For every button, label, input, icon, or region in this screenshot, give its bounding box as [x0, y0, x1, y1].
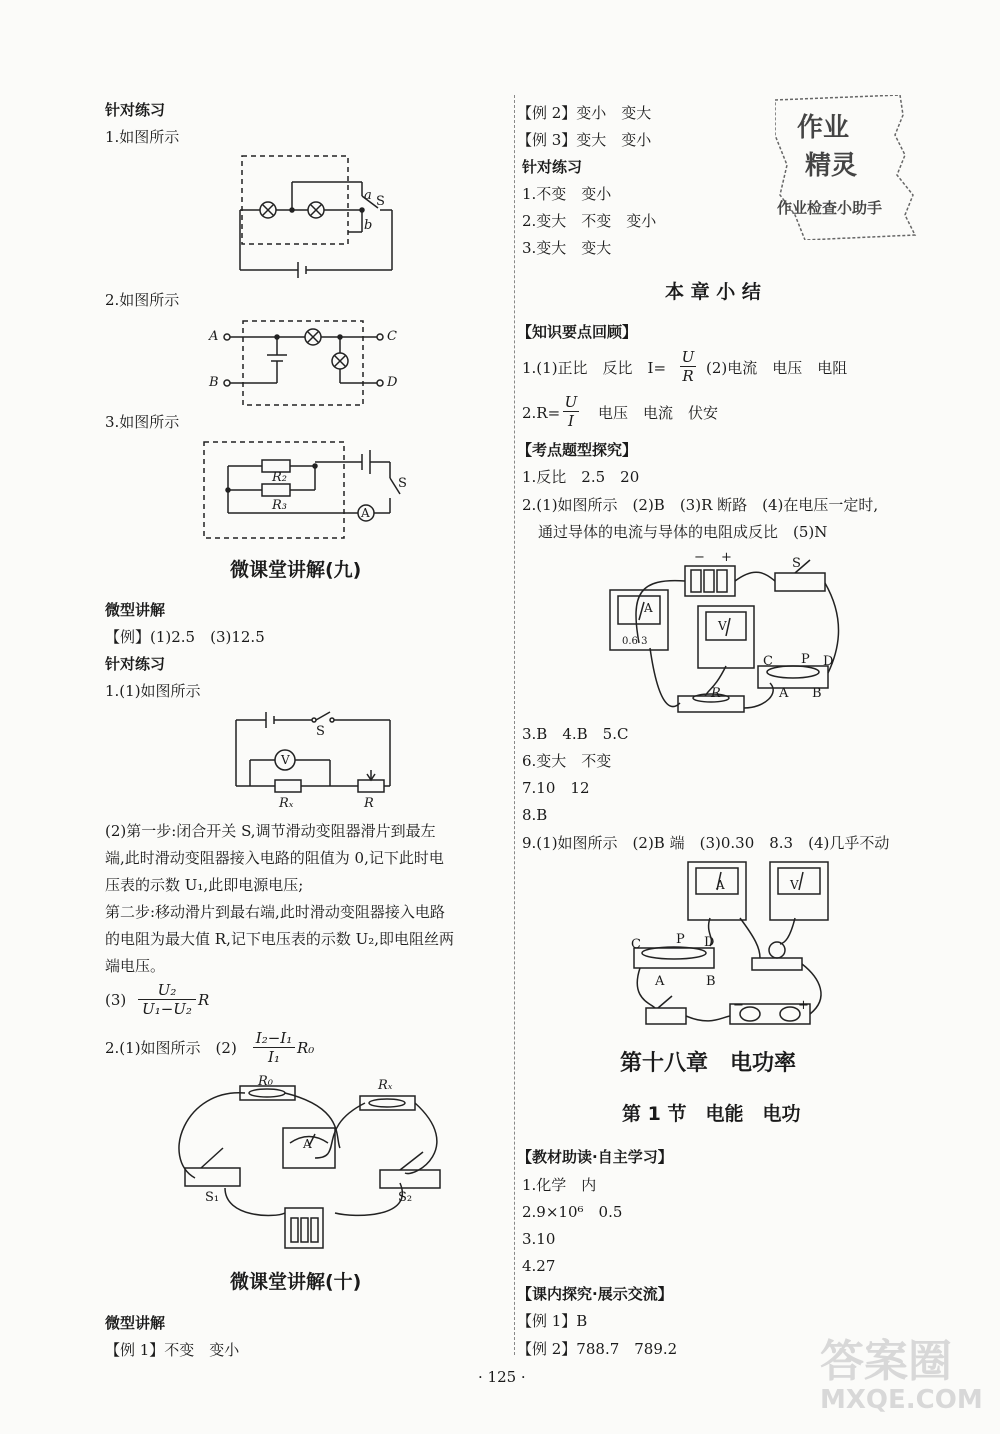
formula-3-denominator: U₁−U₂ [142, 1000, 192, 1018]
terminal-a-label: A [209, 329, 219, 344]
terminal-a-photo-label: A [779, 686, 789, 701]
explore-3-5: 3.B 4.B 5.C [522, 725, 629, 743]
ohm-law-numerator: U [681, 348, 695, 366]
circuit-diagram-3 [200, 438, 410, 543]
ammeter-a-label: A [303, 1137, 312, 1151]
practice-2-fraction [253, 1029, 295, 1066]
formula-3-prefix: (3) [105, 991, 127, 1009]
practice-2-suffix: R₀ [297, 1039, 315, 1057]
explore-8: 8.B [522, 806, 548, 824]
guide-1: 1.化学 内 [522, 1176, 597, 1194]
guide-heading: 【教材助读·自主学习】 [517, 1148, 673, 1166]
practice-right-3: 3.变大 变大 [522, 239, 612, 257]
terminal-b-photo-label: B [812, 686, 822, 701]
formula-3-fraction [138, 981, 196, 1018]
apparatus-illustration-rx [165, 1068, 455, 1258]
ammeter-scale-label: 0.6 3 [622, 636, 648, 647]
circuit-diagram-4 [230, 708, 400, 808]
step1-line3: 压表的示数 U₁,此即电源电压; [105, 876, 304, 894]
review-2-prefix: 2.R= [522, 404, 561, 422]
terminal-d-photo3-label: D [704, 935, 715, 950]
example-10-1: 【例 1】不变 变小 [105, 1341, 240, 1359]
terminal-c-photo-label: C [763, 654, 773, 669]
class-example-1: 【例 1】B [517, 1312, 588, 1330]
formula-3-suffix: R [198, 991, 210, 1009]
in-class-heading: 【课内探究·展示交流】 [517, 1285, 673, 1303]
practice-1-answer: 1.(1)如图所示 [105, 682, 201, 700]
practice-right-1: 1.不变 变小 [522, 185, 612, 203]
watermark-url: MXQE.COM [820, 1385, 983, 1415]
example-answer: 【例】(1)2.5 (3)12.5 [105, 628, 265, 646]
micro-lecture-heading-2: 微型讲解 [105, 1314, 166, 1332]
review-2-suffix: 电压 电流 伏安 [598, 404, 719, 422]
formula-3-numerator: U₂ [138, 981, 196, 1000]
switch-terminal-b: b [364, 218, 373, 233]
switch-terminal-a: a [364, 188, 372, 203]
explore-2-line2: 通过导体的电流与导体的电阻成反比 (5)N [538, 523, 828, 541]
guide-3: 3.10 [522, 1230, 556, 1248]
practice-heading-2: 针对练习 [105, 655, 166, 673]
ohm-law-fraction [680, 348, 696, 385]
ammeter-label: A [361, 506, 370, 520]
section-title: 第 1 节 电能 电功 [622, 1103, 801, 1125]
practice-2-denominator: I₁ [268, 1048, 280, 1066]
switch-s-label: S [398, 476, 407, 491]
question-3: 3.如图所示 [105, 413, 180, 431]
watermark-logo: 答案圈 [820, 1336, 952, 1387]
lecture-9-title: 微课堂讲解(九) [230, 559, 362, 581]
stamp-line-1: 作业 [797, 113, 850, 143]
step2-line1: 第二步:移动滑片到最右端,此时滑动变阻器接入电路 [105, 903, 445, 921]
step1-line1: (2)第一步:闭合开关 S,调节滑动变阻器滑片到最左 [105, 822, 436, 840]
explore-6: 6.变大 不变 [522, 752, 612, 770]
ammeter-photo-label: A [644, 601, 653, 615]
terminal-c-label: C [387, 329, 397, 344]
practice-2-numerator: I₂−I₁ [253, 1029, 295, 1048]
slider-p-photo3-label: P [676, 932, 685, 947]
rheostat-r-label: R [364, 796, 374, 811]
lecture-10-title: 微课堂讲解(十) [230, 1271, 362, 1293]
resistor-r0-label: R₀ [258, 1074, 273, 1089]
terminal-b-photo3-label: B [706, 974, 716, 989]
resistance-numerator: U [564, 393, 578, 411]
step2-line2: 的电阻为最大值 R,记下电压表的示数 U₂,即电阻丝两 [105, 930, 455, 948]
ammeter-photo3-label: A [716, 878, 725, 892]
resistor-r-photo-label: R [711, 686, 721, 701]
practice-right-2: 2.变大 不变 变小 [522, 212, 657, 230]
resistance-fraction [563, 393, 579, 430]
ohm-law-denominator: R [682, 367, 694, 385]
resistor-r3-label: R₃ [272, 498, 287, 513]
voltmeter-photo3-label: V [790, 878, 799, 892]
explore-7: 7.10 12 [522, 779, 590, 797]
battery-minus-photo3-label: − [733, 998, 744, 1013]
review-heading: 【知识要点回顾】 [517, 323, 638, 341]
terminal-d-label: D [387, 375, 398, 390]
class-example-2: 【例 2】788.7 789.2 [517, 1340, 678, 1358]
circuit-diagram-2 [215, 315, 400, 410]
slider-p-photo-label: P [801, 652, 810, 667]
resistor-rx-label-2: Rₓ [378, 1078, 393, 1093]
circuit-diagram-1 [230, 150, 410, 280]
resistance-denominator: I [568, 412, 574, 430]
terminal-a-photo3-label: A [655, 974, 665, 989]
example-3: 【例 3】变大 变小 [517, 131, 652, 149]
page-number: · 125 · [478, 1368, 526, 1386]
step2-line3: 端电压。 [105, 957, 166, 975]
guide-4: 4.27 [522, 1257, 556, 1275]
chapter-title: 第十八章 电功率 [620, 1051, 797, 1076]
explore-heading: 【考点题型探究】 [517, 441, 638, 459]
switch-s-label-2: S [316, 724, 325, 739]
micro-lecture-heading: 微型讲解 [105, 601, 166, 619]
switch-s-photo-label: S [792, 556, 801, 571]
battery-plus-label: + [721, 550, 732, 565]
voltmeter-photo-label: V [718, 619, 727, 633]
question-1: 1.如图所示 [105, 128, 180, 146]
practice-heading: 针对练习 [105, 101, 166, 119]
switch-s1-label: S₁ [205, 1190, 220, 1205]
chapter-summary-title: 本 章 小 结 [665, 281, 761, 303]
resistor-r2-label: R₂ [272, 470, 287, 485]
practice-heading-right: 针对练习 [522, 158, 583, 176]
switch-label: S [376, 194, 385, 209]
battery-plus-photo3-label: + [798, 998, 809, 1013]
switch-s2-label: S₂ [398, 1190, 413, 1205]
terminal-b-label: B [209, 375, 219, 390]
stamp-line-3: 作业检查小助手 [777, 199, 883, 217]
homework-helper-stamp [775, 95, 915, 240]
guide-2: 2.9×10⁶ 0.5 [522, 1203, 623, 1221]
explore-2-line1: 2.(1)如图所示 (2)B (3)R 断路 (4)在电压一定时, [522, 496, 879, 514]
example-2: 【例 2】变小 变大 [517, 104, 652, 122]
step1-line2: 端,此时滑动变阻器接入电路的阻值为 0,记下此时电 [105, 849, 444, 867]
practice-2-prefix: 2.(1)如图所示 (2) [105, 1039, 237, 1057]
terminal-d-photo-label: D [823, 654, 834, 669]
voltmeter-label: V [281, 753, 290, 767]
review-1-suffix: (2)电流 电压 电阻 [706, 359, 848, 377]
question-2: 2.如图所示 [105, 291, 180, 309]
battery-minus-label: − [694, 550, 705, 565]
terminal-c-photo3-label: C [631, 937, 641, 952]
explore-9: 9.(1)如图所示 (2)B 端 (3)0.30 8.3 (4)几乎不动 [522, 834, 890, 852]
review-1-prefix: 1.(1)正比 反比 I= [522, 359, 667, 377]
resistor-rx-label: Rₓ [279, 796, 294, 811]
explore-1: 1.反比 2.5 20 [522, 468, 640, 486]
stamp-line-2: 精灵 [805, 151, 858, 181]
column-divider [514, 95, 515, 1355]
